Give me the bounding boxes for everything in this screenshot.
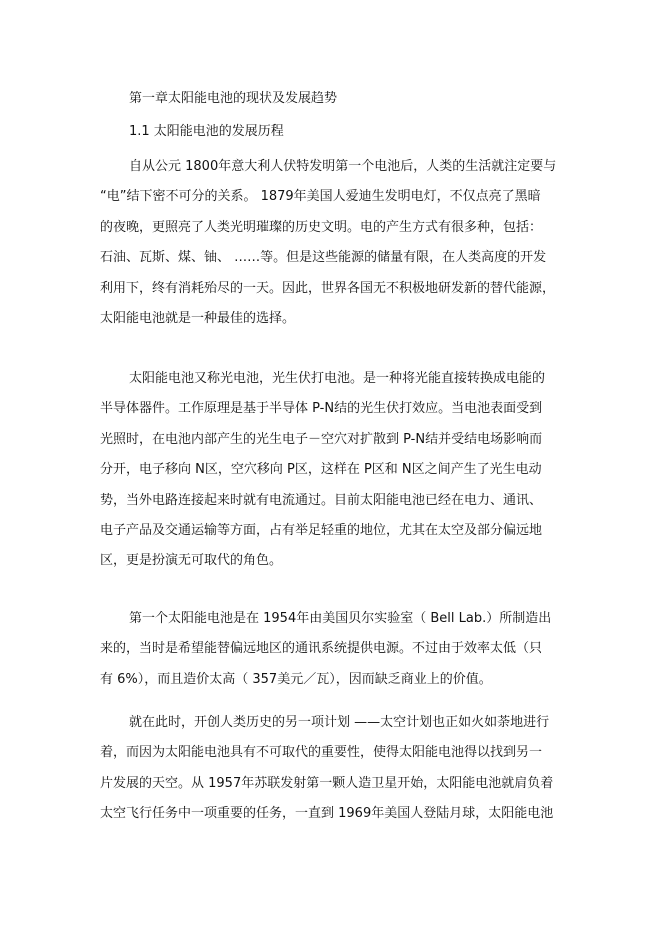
text-line: 有 6%），而且造价太高（ 357美元／瓦），因而缺乏商业上的价值。 <box>100 671 492 687</box>
text-line: 半导体器件。工作原理是基于半导体 P-N结的光生伏打效应。当电池表面受到 <box>100 401 543 417</box>
paragraph-history-intro <box>100 152 557 334</box>
text-line: 电子产品及交通运输等方面，占有举足轻重的地位，尤其在太空及部分偏远地 <box>100 522 543 538</box>
text-line: 第一个太阳能电池是在 1954年由美国贝尔实验室（ Bell Lab.）所制造出 <box>129 611 552 626</box>
text-line: 太阳能电池又称光电池，光生伏打电池。是一种将光能直接转换成电能的 <box>129 371 546 386</box>
text-line: 势，当外电路连接起来时就有电流通过。目前太阳能电池已经在电力、通讯、 <box>100 492 543 508</box>
text-line: 就在此时，开创人类历史的另一项计划 ——太空计划也正如火如荼地进行 <box>129 715 550 730</box>
text-line: 区，更是扮演无可取代的角色。 <box>100 553 283 569</box>
text-line: 利用下，终有消耗殆尽的一天。因此，世界各国无不积极地研发新的替代能源， <box>100 280 556 296</box>
text-line: “电”结下密不可分的关系。 1879年美国人爱迪生发明电灯，不仅点亮了黑暗 <box>100 189 541 205</box>
text-line: 自从公元 1800年意大利人伏特发明第一个电池后，人类的生活就注定要与 <box>129 159 557 174</box>
chapter-title: 第一章太阳能电池的现状及发展趋势 <box>129 91 338 106</box>
section-title: 1.1 太阳能电池的发展历程 <box>129 124 284 139</box>
text-line: 太阳能电池就是一种最佳的选择。 <box>100 310 296 326</box>
text-line: 来的，当时是希望能替偏远地区的通讯系统提供电源。不过由于效率太低（只 <box>100 641 543 657</box>
text-line: 光照时，在电池内部产生的光生电子－空穴对扩散到 P-N结并受结电场影响而 <box>100 431 543 447</box>
text-line: 太空飞行任务中一项重要的任务，一直到 1969年美国人登陆月球，太阳能电池 <box>100 806 554 822</box>
text-line: 石油、瓦斯、煤、铀、 ……等。但是这些能源的储量有限，在人类高度的开发 <box>100 250 547 266</box>
paragraph-first-cell <box>100 604 552 695</box>
text-line: 的夜晚，更照亮了人类光明璀璨的历史文明。电的产生方式有很多种，包括： <box>100 219 543 235</box>
paragraph-space-program <box>100 708 554 830</box>
text-line: 分开，电子移向 N区，空穴移向 P区，这样在 P区和 N区之间产生了光生电动 <box>100 462 542 478</box>
text-line: 片发展的天空。从 1957年苏联发射第一颗人造卫星开始，太阳能电池就肩负着 <box>100 775 554 791</box>
text-line: 着，而因为太阳能电池具有不可取代的重要性，使得太阳能电池得以找到另一 <box>100 745 543 761</box>
paragraph-working-principle <box>100 364 546 577</box>
